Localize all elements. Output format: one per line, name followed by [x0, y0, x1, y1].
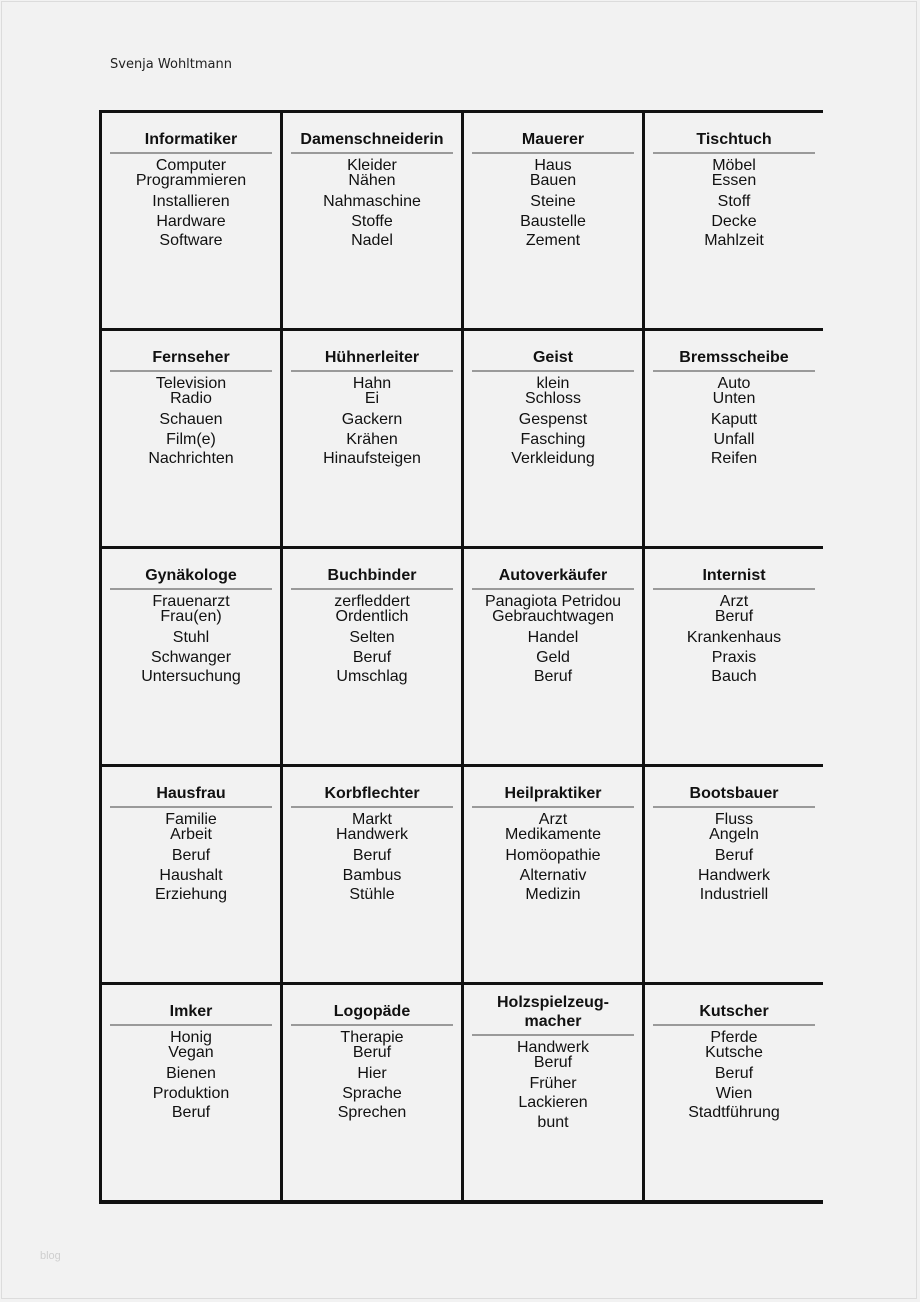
card-word: Geld [536, 648, 570, 666]
card-word: Beruf [352, 1044, 392, 1062]
card-word: Schauen [159, 411, 223, 429]
card-word: Ei [364, 390, 380, 408]
taboo-card [645, 331, 823, 546]
taboo-card [102, 331, 280, 546]
card-word: Software [159, 232, 223, 250]
card-word: Stoff [717, 193, 751, 211]
card-title: Mauerer [472, 130, 634, 154]
card-word-list [520, 158, 586, 251]
card-word: Decke [711, 212, 757, 230]
taboo-card [464, 331, 642, 546]
card-word: Markt [352, 811, 392, 829]
card-word: Installieren [152, 193, 230, 211]
card-word-list [704, 158, 764, 251]
card-word: Haushalt [159, 866, 223, 884]
card-word-list [323, 376, 421, 469]
card-word-list [711, 376, 757, 469]
card-word: Hardware [156, 212, 226, 230]
card-title: Holzspielzeug- macher [472, 993, 634, 1036]
card-title: Gynäkologe [110, 566, 272, 590]
card-word: Frau(en) [160, 608, 222, 626]
taboo-card [102, 985, 280, 1200]
card-title: Heilpraktiker [472, 784, 634, 808]
card-word-list [141, 594, 241, 687]
card-word: Kaputt [710, 411, 758, 429]
card-word: Sprache [342, 1084, 402, 1102]
card-title: Hausfrau [110, 784, 272, 808]
card-word: Nähen [348, 172, 396, 190]
card-word-list [698, 812, 770, 905]
taboo-card [645, 985, 823, 1200]
taboo-card [464, 549, 642, 764]
card-word: Hahn [352, 375, 392, 393]
card-word-list [517, 1040, 589, 1133]
card-word: Television [155, 375, 227, 393]
card-word-list [505, 812, 601, 905]
card-word: Handwerk [516, 1038, 590, 1056]
card-word: Nahmaschine [323, 193, 421, 211]
card-word: bunt [537, 1113, 569, 1131]
card-word: Nachrichten [148, 450, 234, 468]
card-word: Therapie [340, 1029, 404, 1047]
card-title: Bootsbauer [653, 784, 815, 808]
card-title: Autoverkäufer [472, 566, 634, 590]
card-word: klein [536, 375, 570, 393]
card-word: Untersuchung [141, 668, 241, 686]
card-word: Stadtführung [688, 1104, 780, 1122]
card-word-list [153, 1030, 230, 1123]
card-word-list [136, 158, 246, 251]
card-word: Film(e) [166, 430, 216, 448]
card-word: Beruf [171, 1104, 211, 1122]
card-word: Alternativ [519, 866, 587, 884]
card-word: Bauch [711, 668, 757, 686]
card-word: Beruf [714, 608, 754, 626]
taboo-card [102, 113, 280, 328]
card-word: Krähen [346, 430, 398, 448]
card-word-list [155, 812, 227, 905]
card-word: Baustelle [520, 212, 586, 230]
card-word-list [323, 158, 421, 251]
card-word: Beruf [352, 648, 392, 666]
card-title: Imker [110, 1002, 272, 1026]
card-word: Arbeit [170, 826, 212, 844]
card-word: Haus [534, 157, 572, 175]
card-word: Radio [170, 390, 212, 408]
taboo-card [464, 985, 642, 1200]
card-word-list [485, 594, 621, 687]
taboo-card [283, 331, 461, 546]
card-word-list [511, 376, 595, 469]
card-title: Logopäde [291, 1002, 453, 1026]
card-word: Frauenarzt [152, 593, 230, 611]
card-word: Familie [165, 811, 217, 829]
card-word-list [338, 1030, 407, 1123]
taboo-card [102, 767, 280, 982]
card-word: Handel [527, 629, 579, 647]
card-word: Beruf [714, 847, 754, 865]
card-word: Kutsche [705, 1044, 763, 1062]
card-word: Wien [715, 1084, 753, 1102]
card-title: Damenschneiderin [291, 130, 453, 154]
card-word: Fasching [520, 430, 586, 448]
card-word: Computer [155, 157, 227, 175]
card-title: Tischtuch [653, 130, 815, 154]
card-word: Industriell [699, 886, 769, 904]
card-word: Lackieren [518, 1094, 588, 1112]
card-word-list [334, 594, 410, 687]
card-word: Handwerk [335, 826, 409, 844]
card-title: Korbflechter [291, 784, 453, 808]
card-word: Panagiota Petridou [484, 593, 622, 611]
card-word: Bambus [342, 866, 402, 884]
card-word: Medizin [525, 886, 581, 904]
card-word-list [336, 812, 408, 905]
card-word: Essen [711, 172, 757, 190]
card-word: Steine [530, 193, 576, 211]
card-word: Handwerk [697, 866, 771, 884]
card-word: Gespenst [518, 411, 588, 429]
card-word: Sprechen [337, 1104, 407, 1122]
card-word: Hinaufsteigen [323, 450, 421, 468]
card-word: Erziehung [154, 886, 228, 904]
card-word: Produktion [152, 1084, 230, 1102]
author-name: Svenja Wohltmann [110, 57, 232, 72]
card-word: Gebrauchtwagen [492, 608, 614, 626]
card-word: Bienen [166, 1065, 216, 1083]
card-word: Stuhl [172, 629, 210, 647]
card-word: Beruf [533, 1053, 573, 1071]
card-word: Zement [525, 232, 581, 250]
card-word: Stühle [349, 886, 395, 904]
card-word-list [688, 1030, 780, 1123]
card-word: Unten [712, 390, 756, 408]
taboo-card [102, 549, 280, 764]
card-word: Krankenhaus [686, 629, 782, 647]
taboo-card [645, 767, 823, 982]
card-word: Bauen [529, 172, 577, 190]
taboo-card [645, 549, 823, 764]
card-word: Selten [349, 629, 395, 647]
card-word: Möbel [712, 157, 756, 175]
card-word-list [687, 594, 781, 687]
taboo-card [645, 113, 823, 328]
card-word: Früher [529, 1074, 577, 1092]
card-word: zerfleddert [334, 593, 410, 611]
card-word: Fluss [714, 811, 754, 829]
card-word: Nadel [351, 232, 393, 250]
card-word: Beruf [352, 847, 392, 865]
card-word: Kleider [347, 157, 397, 175]
card-word: Honig [170, 1029, 212, 1047]
card-title: Internist [653, 566, 815, 590]
card-title: Fernseher [110, 348, 272, 372]
card-title: Kutscher [653, 1002, 815, 1026]
card-word: Stoffe [351, 212, 393, 230]
card-word: Beruf [714, 1065, 754, 1083]
card-word: Beruf [171, 847, 211, 865]
taboo-card [283, 985, 461, 1200]
taboo-card [464, 767, 642, 982]
taboo-card [464, 113, 642, 328]
card-grid [99, 110, 823, 1204]
card-word: Programmieren [135, 172, 247, 190]
card-word: Vegan [168, 1044, 214, 1062]
card-word: Reifen [710, 450, 758, 468]
card-word: Ordentlich [335, 608, 409, 626]
card-title: Informatiker [110, 130, 272, 154]
card-word: Praxis [711, 648, 757, 666]
card-word: Arzt [719, 593, 749, 611]
card-word: Verkleidung [511, 450, 595, 468]
watermark: blog [40, 1250, 61, 1262]
card-word: Pferde [710, 1029, 758, 1047]
card-word: Schwanger [150, 648, 232, 666]
card-word-list [148, 376, 233, 469]
taboo-card [283, 549, 461, 764]
card-word: Auto [717, 375, 751, 393]
card-title: Bremsscheibe [653, 348, 815, 372]
taboo-card [283, 113, 461, 328]
card-title: Buchbinder [291, 566, 453, 590]
card-word: Schloss [524, 390, 582, 408]
card-word: Gackern [341, 411, 403, 429]
card-title: Geist [472, 348, 634, 372]
card-word: Unfall [713, 430, 755, 448]
card-title: Hühnerleiter [291, 348, 453, 372]
card-word: Hier [357, 1065, 387, 1083]
card-word: Mahlzeit [704, 232, 764, 250]
card-word: Arzt [538, 811, 568, 829]
card-word: Medikamente [504, 826, 602, 844]
card-word: Umschlag [336, 668, 408, 686]
card-word: Homöopathie [505, 847, 601, 865]
taboo-card [283, 767, 461, 982]
card-word: Angeln [709, 826, 759, 844]
card-word: Beruf [533, 668, 573, 686]
